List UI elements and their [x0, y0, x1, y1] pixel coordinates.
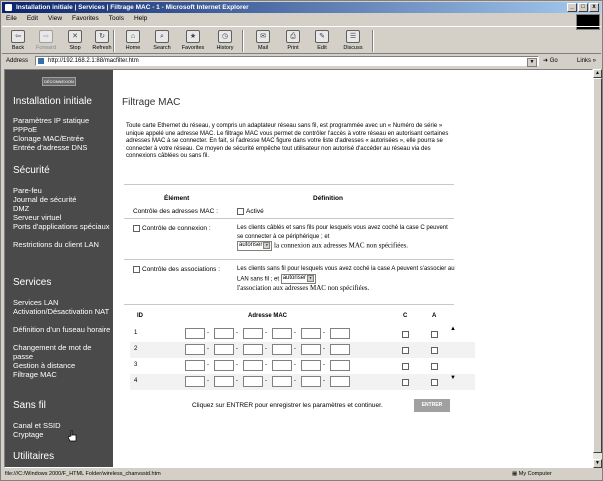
ie-app-icon: [5, 4, 12, 11]
divider: [124, 259, 454, 260]
sidebar-heading-installation[interactable]: Installation initiale: [13, 96, 92, 107]
forward-arrow-icon: ⇨: [39, 30, 53, 43]
sidebar: [5, 70, 113, 468]
mac-table-header-mac: Adresse MAC: [248, 313, 288, 319]
assoc-control-row: [133, 266, 220, 273]
mac-row-id: 2: [134, 346, 138, 352]
mac-octet-input[interactable]: [330, 344, 350, 355]
print-button[interactable]: [280, 29, 306, 53]
sidebar-item-security-log[interactable]: Journal de sécurité: [13, 195, 77, 204]
status-bar: [2, 469, 601, 480]
scroll-up-icon[interactable]: ▲: [593, 69, 602, 78]
mac-octet-separator: -: [265, 362, 267, 368]
toolbar-label: Edit: [317, 45, 327, 51]
sidebar-item-channel-ssid[interactable]: Canal et SSID: [13, 421, 61, 430]
print-icon: ⎙: [286, 30, 300, 43]
mac-octet-input[interactable]: [330, 328, 350, 339]
sidebar-item-lan-restrictions[interactable]: Restrictions du client LAN: [13, 240, 99, 249]
conn-control-description: [237, 224, 455, 251]
mac-octet-input[interactable]: [185, 360, 205, 371]
toolbar-separator: [242, 30, 244, 52]
toolbar-label: Stop: [69, 45, 81, 51]
column-header-definition: Définition: [313, 195, 343, 202]
associate-checkbox[interactable]: [431, 379, 438, 386]
mac-octet-separator: -: [294, 378, 296, 384]
mail-button[interactable]: [250, 29, 276, 53]
mac-octet-input[interactable]: [272, 376, 292, 387]
forward-button[interactable]: [33, 29, 59, 53]
search-button[interactable]: [149, 29, 175, 53]
mac-octet-separator: -: [265, 378, 267, 384]
page-viewport: [4, 69, 593, 468]
conn-control-label: Contrôle de connexion :: [142, 225, 211, 233]
mac-octet-input[interactable]: [214, 360, 234, 371]
discuss-icon: ☰: [346, 30, 360, 43]
mac-octet-separator: -: [265, 346, 267, 352]
mac-octet-separator: -: [294, 330, 296, 336]
chevron-down-icon: ▼: [263, 242, 270, 249]
associate-checkbox[interactable]: [431, 331, 438, 338]
page-icon: [38, 58, 44, 64]
assoc-control-label: Contrôle des associations :: [142, 266, 221, 274]
assoc-desc-1: Les clients sans fil pour lesquels vous avez coché la case A peuvent s'associer au LAN sans fil ; et: [237, 266, 455, 283]
sidebar-item-dmz[interactable]: DMZ: [13, 204, 30, 213]
menu-bar: [2, 14, 601, 24]
mac-control-enabled-label: Activé: [246, 208, 264, 216]
stop-button[interactable]: [62, 29, 88, 53]
mac-octet-separator: -: [323, 378, 325, 384]
stop-icon: ✕: [68, 30, 82, 43]
edit-icon: ✎: [315, 30, 329, 43]
mac-octet-input[interactable]: [243, 344, 263, 355]
toolbar-label: Favorites: [181, 45, 205, 51]
toolbar-separator: [113, 30, 115, 52]
mac-octet-separator: -: [323, 362, 325, 368]
address-dropdown-button[interactable]: ▼: [527, 58, 537, 67]
main-content: [113, 70, 593, 468]
sidebar-item-timezone[interactable]: Définition d'un fuseau horaire: [13, 325, 111, 334]
menu-tools[interactable]: Tools: [108, 15, 124, 22]
links-button[interactable]: Links »: [577, 58, 597, 64]
enter-button[interactable]: ENTRER: [414, 399, 450, 412]
vertical-scrollbar[interactable]: [593, 69, 602, 468]
mac-octet-input[interactable]: [301, 376, 321, 387]
home-button[interactable]: [120, 29, 146, 53]
discuss-button[interactable]: [340, 29, 366, 53]
toolbar-separator: [372, 30, 374, 52]
mac-octet-separator: -: [323, 346, 325, 352]
menu-favorites[interactable]: Favorites: [72, 15, 99, 22]
toolbar: [2, 26, 601, 54]
mac-octet-input[interactable]: [214, 376, 234, 387]
mail-icon: ✉: [256, 30, 270, 43]
mac-octet-separator: -: [207, 346, 209, 352]
connect-checkbox[interactable]: [402, 331, 409, 338]
mac-octet-separator: -: [207, 362, 209, 368]
mac-octet-input[interactable]: [243, 360, 263, 371]
toolbar-label: Print: [287, 45, 299, 51]
assoc-desc-2: l'association aux adresses MAC non spécifiées.: [237, 283, 370, 292]
scroll-thumb[interactable]: [593, 78, 602, 453]
sidebar-item-special-ports[interactable]: Ports d'applications spéciaux: [13, 222, 110, 231]
mac-octet-input[interactable]: [330, 360, 350, 371]
minimize-button[interactable]: _: [567, 3, 577, 12]
conn-desc-1: Les clients câblés et sans fils pour lesquels vous avez coché la case C peuvent se connecter à ce périphérique ; et: [237, 225, 448, 240]
sidebar-heading-security[interactable]: Sécurité: [13, 165, 50, 176]
mac-table-header-id: ID: [137, 313, 143, 319]
hand-cursor-icon: [68, 430, 77, 442]
search-icon: ⌕: [155, 30, 169, 43]
mac-octet-input[interactable]: [330, 376, 350, 387]
menu-file[interactable]: Eile: [6, 15, 17, 22]
home-icon: ⌂: [126, 30, 140, 43]
sidebar-heading-services[interactable]: Services: [13, 277, 52, 288]
status-zone-label: My Computer: [518, 471, 552, 477]
intro-text: Toute carte Ethernet du réseau, y compris un adaptateur réseau sans fil, est programmée avec un « Numéro de série » unique appelé une adresse MAC. Le filtrage MAC vous permet de contrôler l'accès à votre réseau en autorisant certaines adresses MAC à se connecter. En fait, si l'adresse MAC figure dans votre liste d'adresses « autorisées », elle pourra se connecter à votre réseau. Ce moyen de sécurité empêche tout utilisateur non autorisé d'accéder au réseau via des connexions câblées ou sans fil.: [126, 123, 449, 159]
connect-checkbox[interactable]: [402, 347, 409, 354]
sidebar-item-password[interactable]: Changement de mot de passe: [13, 343, 92, 361]
mac-octet-separator: -: [236, 378, 238, 384]
favorites-icon: ★: [186, 30, 200, 43]
mac-octet-separator: -: [236, 346, 238, 352]
toolbar-label: Mail: [257, 45, 269, 51]
conn-control-row: [133, 225, 211, 232]
divider: [124, 218, 454, 219]
assoc-control-description: [237, 265, 455, 293]
menu-view[interactable]: View: [48, 15, 63, 22]
mac-control-sep: :: [216, 208, 218, 215]
mac-octet-input[interactable]: [214, 344, 234, 355]
back-arrow-icon: ⇦: [11, 30, 25, 43]
mac-octet-input[interactable]: [185, 328, 205, 339]
mac-octet-input[interactable]: [243, 376, 263, 387]
mac-octet-input[interactable]: [272, 360, 292, 371]
divider: [124, 304, 454, 305]
toolbar-label: Home: [125, 45, 141, 51]
chevron-down-icon: ▼: [307, 275, 314, 282]
menu-edit[interactable]: Edit: [26, 15, 39, 22]
mac-octet-separator: -: [294, 346, 296, 352]
mac-octet-separator: -: [265, 330, 267, 336]
assoc-select[interactable]: [281, 274, 316, 284]
mac-control-toggle: [237, 208, 264, 215]
address-bar: [2, 55, 601, 67]
mac-control-checkbox[interactable]: [237, 208, 244, 215]
edit-button[interactable]: [309, 29, 335, 53]
toolbar-label: Discuss: [343, 45, 363, 51]
associate-checkbox[interactable]: [431, 347, 438, 354]
scroll-down-icon[interactable]: ▼: [593, 459, 602, 468]
mac-octet-input[interactable]: [243, 328, 263, 339]
sidebar-item-mac-filter[interactable]: Filtrage MAC: [13, 370, 57, 379]
sidebar-item-firewall[interactable]: Pare-feu: [13, 186, 42, 195]
mac-row-id: 3: [134, 362, 138, 368]
mac-octet-input[interactable]: [272, 328, 292, 339]
column-header-element: Élément: [164, 195, 190, 202]
divider: [124, 184, 454, 185]
toolbar-label: Forward: [35, 45, 57, 51]
mac-octet-input[interactable]: [272, 344, 292, 355]
window-title: Installation initiale | Services | Filtrage MAC - 1 - Microsoft Internet Explorer: [16, 4, 249, 11]
mac-octet-separator: -: [294, 362, 296, 368]
mac-table-header-a: A: [432, 313, 437, 319]
associate-checkbox[interactable]: [431, 363, 438, 370]
mac-table-row: [130, 358, 475, 374]
assoc-select-value: autoriser: [282, 274, 307, 281]
maximize-button[interactable]: □: [578, 3, 588, 12]
mac-octet-separator: -: [207, 378, 209, 384]
mac-octet-separator: -: [323, 330, 325, 336]
history-button[interactable]: [212, 29, 238, 53]
address-input[interactable]: [35, 56, 539, 66]
mac-table-row: [130, 342, 475, 358]
status-text: file:///C:/Windows 2000/F_HTML Folder/wireless_chanvssid.htm: [5, 471, 161, 477]
sidebar-item-dns[interactable]: Entrée d'adresse DNS: [13, 143, 88, 152]
sidebar-item-virtual-server[interactable]: Serveur virtuel: [13, 213, 62, 222]
mac-octet-input[interactable]: [185, 344, 205, 355]
address-url: http://192.168.2.1:88/macfilter.htm: [48, 58, 139, 64]
refresh-button[interactable]: [89, 29, 115, 53]
sidebar-item-lan-services[interactable]: Services LAN: [13, 298, 59, 307]
mac-table-row: [130, 374, 475, 390]
address-label: Address: [6, 58, 29, 64]
toolbar-label: History: [216, 45, 234, 51]
menu-help[interactable]: Help: [133, 15, 148, 22]
mac-control-row: [133, 208, 218, 215]
mac-row-id: 1: [134, 330, 138, 336]
page-title: Filtrage MAC: [122, 97, 181, 108]
connect-checkbox[interactable]: [402, 379, 409, 386]
sidebar-item-remote-mgmt[interactable]: Gestion à distance: [13, 361, 76, 370]
refresh-icon: ↻: [95, 30, 109, 43]
mac-table-header-c: C: [403, 313, 408, 319]
mac-octet-input[interactable]: [301, 360, 321, 371]
mac-octet-separator: -: [236, 330, 238, 336]
toolbar-label: Search: [153, 45, 171, 51]
conn-control-checkbox[interactable]: [133, 225, 140, 232]
mac-octet-input[interactable]: [301, 328, 321, 339]
toolbar-label: Refresh: [92, 45, 112, 51]
favorites-button[interactable]: [180, 29, 206, 53]
title-bar: [2, 2, 601, 13]
sidebar-item-nat[interactable]: Activation/Désactivation NAT: [13, 307, 110, 316]
assoc-control-checkbox[interactable]: [133, 266, 140, 273]
mac-octet-input[interactable]: [214, 328, 234, 339]
conn-select-value: autoriser: [239, 242, 263, 248]
enter-instruction: Cliquez sur ENTRER pour enregistrer les paramètres et continuer.: [192, 402, 383, 409]
disconnect-button[interactable]: DÉCONNEXION: [42, 77, 76, 86]
sidebar-item-static-ip[interactable]: Paramètres IP statique: [13, 116, 90, 125]
mac-row-id: 4: [134, 378, 138, 384]
conn-select[interactable]: [237, 241, 272, 251]
mac-octet-separator: -: [236, 362, 238, 368]
close-button[interactable]: x: [589, 3, 599, 12]
conn-desc-2: la connexion aux adresses MAC non spécifiées.: [274, 241, 408, 250]
go-label: Go: [549, 58, 558, 64]
mac-control-label: Contrôle des adresses MAC: [133, 208, 215, 215]
go-button[interactable]: ➜ Go: [543, 58, 558, 64]
mac-octet-separator: -: [207, 330, 209, 336]
mac-octet-input[interactable]: [301, 344, 321, 355]
sidebar-item-encryption[interactable]: Cryptage: [13, 430, 44, 439]
table-scroll-up-icon[interactable]: ▲: [450, 326, 456, 332]
sidebar-item-pppoe[interactable]: PPPoE: [13, 125, 38, 134]
history-icon: ◷: [218, 30, 232, 43]
mac-table-row: [130, 326, 475, 342]
toolbar-label: Back: [11, 45, 25, 51]
sidebar-heading-wireless[interactable]: Sans fil: [13, 400, 46, 411]
sidebar-heading-utilities[interactable]: Utilitaires: [13, 451, 55, 462]
connect-checkbox[interactable]: [402, 363, 409, 370]
sidebar-item-mac-clone[interactable]: Clonage MAC/Entrée: [13, 134, 84, 143]
table-scroll-down-icon[interactable]: ▼: [450, 375, 456, 381]
mac-octet-input[interactable]: [185, 376, 205, 387]
status-zone: ▦ My Computer: [512, 471, 552, 477]
back-button[interactable]: [5, 29, 31, 53]
